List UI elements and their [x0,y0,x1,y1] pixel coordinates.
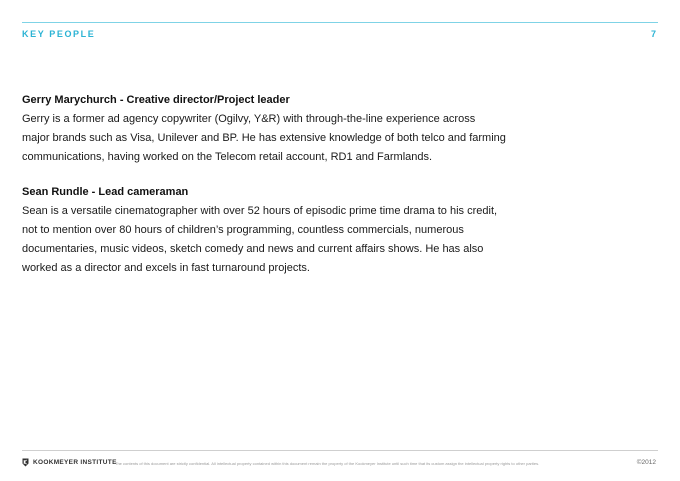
person-entry [22,91,542,167]
confidentiality-notice: The contents of this document are strictly confidential. All intellectual property contained within this document remain the property of the Kookmeyer Institute until such time that its custom assign the intellectual property rights to other parties. [115,461,540,466]
shield-logo-icon [22,458,29,467]
page-number: 7 [650,29,656,39]
section-title: KEY PEOPLE [22,29,96,39]
person-entry [22,183,542,278]
bio-line: communications, having worked on the Telecom retail account, RD1 and Farmlands. [22,151,433,163]
bio-line: major brands such as Visa, Unilever and BP. He has extensive knowledge of both telco and farming [22,132,506,144]
footer-divider [22,450,658,451]
footer [22,458,656,472]
person-heading: Gerry Marychurch - Creative director/Project leader [22,94,290,106]
key-people-content [22,91,542,294]
logo-text: KOOKMEYER INSTITUTE [33,459,117,466]
copyright-notice: ©2012 [636,459,656,466]
bio-line: Sean is a versatile cinematographer with over 52 hours of episodic prime time drama to his credit, [22,205,498,217]
company-logo [22,458,117,467]
bio-line: Gerry is a former ad agency copywriter (Ogilvy, Y&R) with through-the-line experience across [22,113,476,125]
bio-line: documentaries, music videos, sketch comedy and news and current affairs shows. He has also [22,243,484,255]
person-heading: Sean Rundle - Lead cameraman [22,186,189,198]
bio-line: worked as a director and excels in fast turnaround projects. [22,262,310,274]
bio-line: not to mention over 80 hours of children’s programming, countless commercials, numerous [22,224,464,236]
header-divider [22,22,658,23]
